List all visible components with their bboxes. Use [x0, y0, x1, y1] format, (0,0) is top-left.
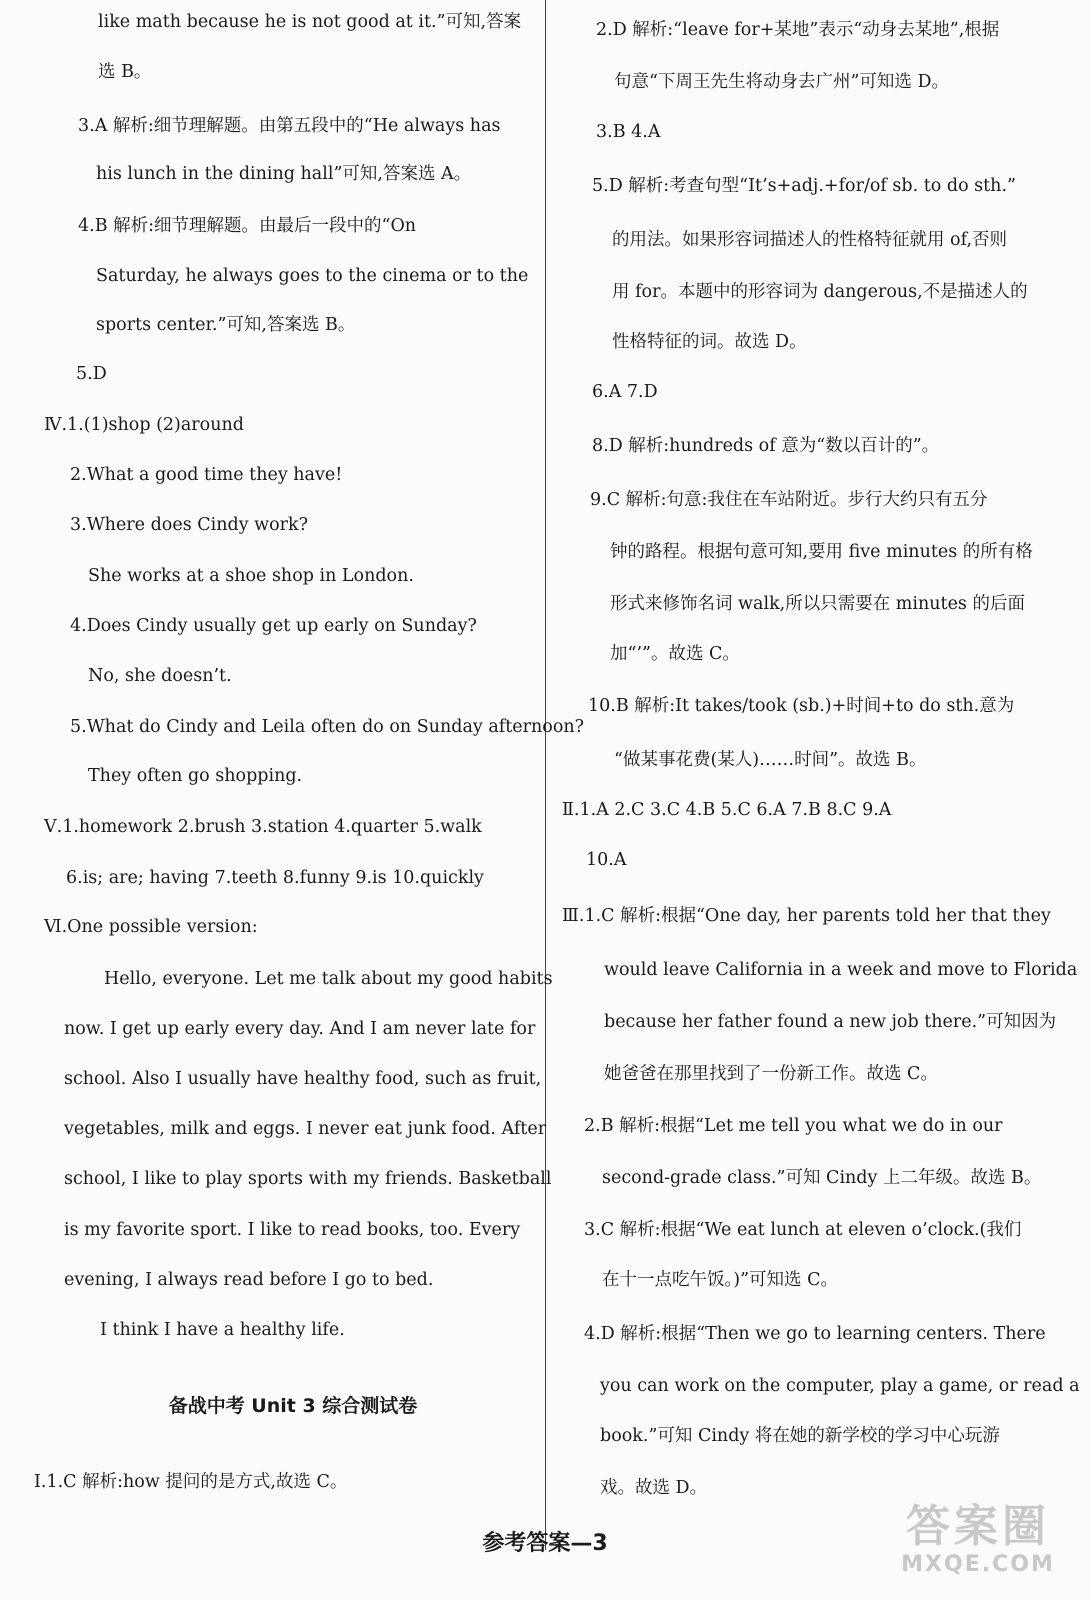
answer-line: 6.is; are; having 7.teeth 8.funny 9.is 10.quickly [66, 868, 484, 888]
answer-line: 加“’”。故选 C。 [610, 644, 740, 664]
answer-line: 3.A 解析:细节理解题。由第五段中的“He always has [78, 116, 501, 136]
answer-line: I think I have a healthy life. [100, 1320, 345, 1340]
answer-line: 用 for。本题中的形容词为 dangerous,不是描述人的 [612, 282, 1028, 302]
answer-line: 8.D 解析:hundreds of 意为“数以百计的”。 [592, 436, 940, 456]
answer-line: is my favorite sport. I like to read books, too. Every [64, 1220, 521, 1240]
answer-line: 5.D 解析:考查句型“It’s+adj.+for/of sb. to do sth.” [592, 176, 1016, 196]
answer-line: She works at a shoe shop in London. [88, 566, 414, 586]
answer-line: 3.C 解析:根据“We eat lunch at eleven o’clock.(我们 [584, 1220, 1022, 1240]
answer-line: his lunch in the dining hall”可知,答案选 A。 [96, 164, 472, 184]
answer-line: 性格特征的词。故选 D。 [612, 332, 807, 352]
answer-line: 的用法。如果形容词描述人的性格特征就用 of,否则 [612, 230, 1008, 250]
answer-line: evening, I always read before I go to bed. [64, 1270, 434, 1290]
answer-line: 2.B 解析:根据“Let me tell you what we do in our [584, 1116, 1003, 1136]
answer-line: school, I like to play sports with my friends. Basketball [64, 1169, 552, 1189]
answer-line: Ⅲ.1.C 解析:根据“One day, her parents told her that they [562, 906, 1051, 926]
section-heading: 备战中考 Unit 3 综合测试卷 [168, 1395, 418, 1417]
answer-line: sports center.”可知,答案选 B。 [96, 315, 356, 335]
answer-line: you can work on the computer, play a game, or read a [600, 1376, 1080, 1396]
answer-line: “做某事花费(某人)……时间”。故选 B。 [614, 750, 927, 770]
answer-line: 戏。故选 D。 [600, 1478, 708, 1498]
answer-line: 5.What do Cindy and Leila often do on Sunday afternoon? [70, 717, 585, 737]
answer-line: 10.B 解析:It takes/took (sb.)+时间+to do sth.意为 [588, 696, 1015, 716]
answer-line: Saturday, he always goes to the cinema or to the [96, 266, 529, 286]
answer-line: book.”可知 Cindy 将在她的新学校的学习中心玩游 [600, 1426, 1000, 1446]
column-divider [545, 0, 546, 1550]
answer-line: 在十一点吃午饭。)”可知选 C。 [602, 1270, 838, 1290]
answer-line: 4.B 解析:细节理解题。由最后一段中的“On [78, 216, 417, 236]
answer-line: school. Also I usually have healthy food, such as fruit, [64, 1069, 542, 1089]
answer-line: 句意“下周王先生将动身去广州”可知选 D。 [614, 72, 949, 92]
answer-line: They often go shopping. [88, 766, 303, 786]
answer-line: Ⅵ.One possible version: [44, 917, 258, 937]
answer-line: now. I get up early every day. And I am never late for [64, 1019, 536, 1039]
answer-line: 形式来修饰名词 walk,所以只需要在 minutes 的后面 [610, 594, 1025, 614]
answer-line: 9.C 解析:句意:我住在车站附近。步行大约只有五分 [590, 490, 988, 510]
answer-line: 6.A 7.D [592, 382, 658, 402]
answer-line: No, she doesn’t. [88, 666, 232, 686]
answer-line: 10.A [586, 850, 627, 870]
answer-line: Ⅱ.1.A 2.C 3.C 4.B 5.C 6.A 7.B 8.C 9.A [562, 800, 892, 820]
watermark-bottom: MXQE.COM [901, 1552, 1055, 1577]
answer-line: 2.What a good time they have! [70, 465, 343, 485]
answer-line: 4.D 解析:根据“Then we go to learning centers. There [584, 1324, 1046, 1344]
answer-line: vegetables, milk and eggs. I never eat junk food. After [64, 1119, 547, 1139]
answer-line: 钟的路程。根据句意可知,要用 five minutes 的所有格 [610, 542, 1033, 562]
answer-line: second-grade class.”可知 Cindy 上二年级。故选 B。 [602, 1168, 1042, 1188]
answer-line: because her father found a new job there.”可知因为 [604, 1012, 1057, 1032]
answer-line: would leave California in a week and move to Florida [604, 960, 1078, 980]
answer-line: 2.D 解析:“leave for+某地”表示“动身去某地”,根据 [596, 20, 1000, 40]
answer-line: Hello, everyone. Let me talk about my good habits [104, 969, 553, 989]
answer-line: 4.Does Cindy usually get up early on Sunday? [70, 616, 477, 636]
answer-line: 3.B 4.A [596, 122, 661, 142]
answer-line: Ⅳ.1.(1)shop (2)around [44, 415, 244, 435]
answer-line: 5.D [76, 364, 107, 384]
answer-line: Ⅰ.1.C 解析:how 提问的是方式,故选 C。 [34, 1472, 348, 1492]
answer-line: 她爸爸在那里找到了一份新工作。故选 C。 [604, 1064, 938, 1084]
answer-line: 3.Where does Cindy work? [70, 515, 309, 535]
watermark-top: 答案圈 [906, 1501, 1050, 1552]
answer-line: like math because he is not good at it.”可知,答案 [98, 12, 522, 32]
watermark-logo [894, 1502, 1062, 1594]
answer-line: 选 B。 [98, 62, 152, 82]
answer-line: Ⅴ.1.homework 2.brush 3.station 4.quarter 5.walk [44, 817, 482, 837]
page-footer: 参考答案—3 [482, 1531, 608, 1556]
